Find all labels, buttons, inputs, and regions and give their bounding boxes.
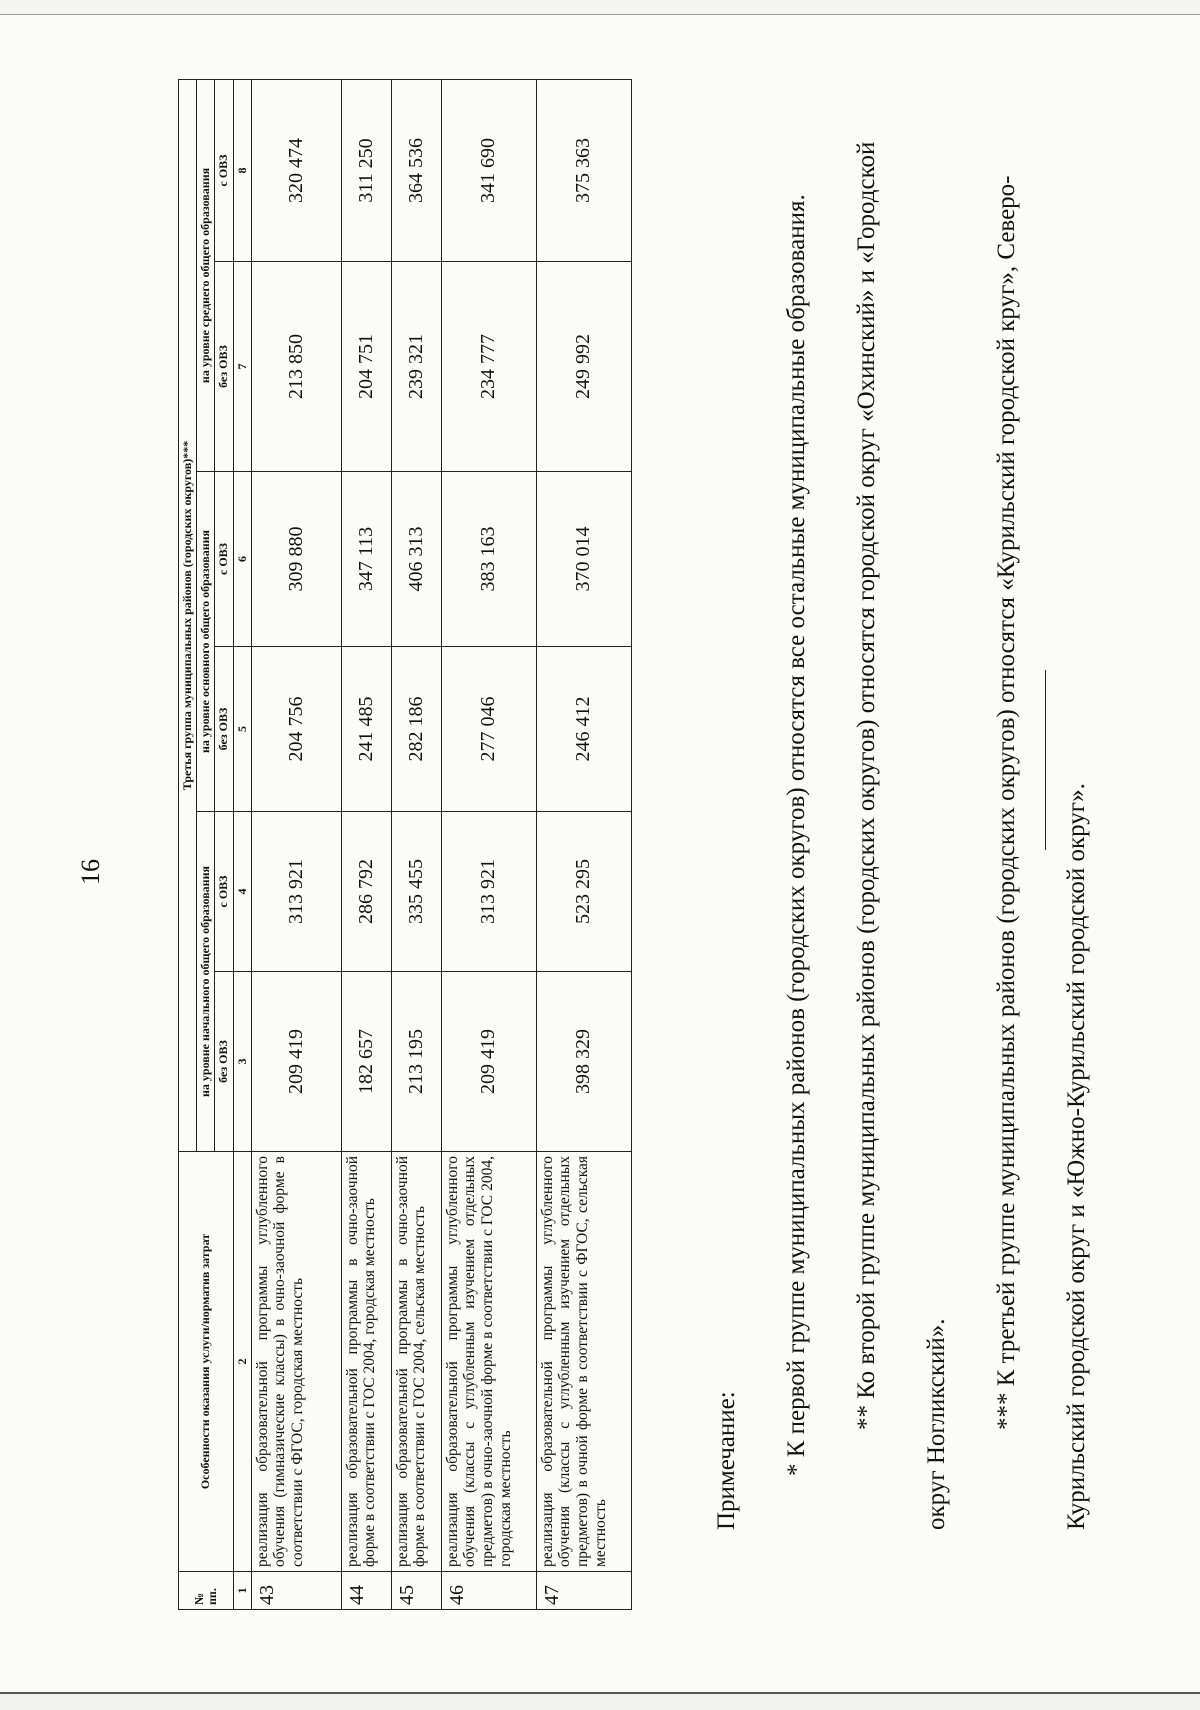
- value-cell: 370 014: [536, 472, 631, 647]
- header-level-secondary: на уровне среднего общего образования: [197, 79, 215, 471]
- table-row: [441, 79, 536, 1609]
- value-cell: 320 474: [251, 79, 341, 261]
- value-cell: 313 921: [441, 812, 536, 972]
- col-number: 7: [233, 262, 251, 472]
- value-cell: 213 850: [251, 262, 341, 472]
- row-number: 44: [341, 1572, 391, 1610]
- value-cell: 209 419: [251, 972, 341, 1152]
- value-cell: 406 313: [391, 472, 441, 647]
- value-cell: 234 777: [441, 262, 536, 472]
- row-description: реализация образовательной программы углубленного обучения (гимназические классы) в очно-заочной форме в соответствии с ФГОС, городская местность: [251, 1152, 341, 1572]
- value-cell: 182 657: [341, 972, 391, 1152]
- value-cell: 309 880: [251, 472, 341, 647]
- value-cell: 241 485: [341, 647, 391, 812]
- scan-edge-bottom: [0, 1692, 1200, 1710]
- value-cell: 347 113: [341, 472, 391, 647]
- table-row: [391, 79, 441, 1609]
- col-number: 3: [233, 972, 251, 1152]
- value-cell: 204 756: [251, 647, 341, 812]
- col-number: 2: [233, 1152, 251, 1572]
- value-cell: 204 751: [341, 262, 391, 472]
- value-cell: 398 329: [536, 972, 631, 1152]
- row-number: 46: [441, 1572, 536, 1610]
- page-number: 16: [76, 859, 105, 885]
- value-cell: 239 321: [391, 262, 441, 472]
- note-second-group: ** Ко второй группе муниципальных районов (городских округов) относятся городской округ «Охинский» и «Городской округ Ногликский».: [853, 141, 950, 1530]
- header-level-primary: на уровне начального общего образования: [197, 812, 215, 1152]
- col-number: 6: [233, 472, 251, 647]
- value-cell: 335 455: [391, 812, 441, 972]
- value-cell: 383 163: [441, 472, 536, 647]
- row-description: реализация образовательной программы в очно-заочной форме в соответствии с ГОС 2004, городская местность: [341, 1152, 391, 1572]
- row-number: 43: [251, 1572, 341, 1610]
- col-number: 5: [233, 647, 251, 812]
- header-with-ovz: с ОВЗ: [215, 472, 233, 647]
- value-cell: 364 536: [391, 79, 441, 261]
- table-row: [341, 79, 391, 1609]
- row-description: реализация образовательной программы в очно-заочной форме в соответствии с ГОС 2004, сельская местность: [391, 1152, 441, 1572]
- row-number: 47: [536, 1572, 631, 1610]
- col-number: 4: [233, 812, 251, 972]
- cost-norm-table: [178, 79, 632, 1610]
- header-with-ovz: с ОВЗ: [215, 79, 233, 261]
- value-cell: 282 186: [391, 647, 441, 812]
- value-cell: 311 250: [341, 79, 391, 261]
- value-cell: 277 046: [441, 647, 536, 812]
- end-divider: [1045, 670, 1046, 850]
- col-number: 8: [233, 79, 251, 261]
- note-first-group: * К первой группе муниципальных районов (городских округов) относятся все остальные муниципальные образования.: [783, 194, 810, 1476]
- header-level-basic: на уровне основного общего образования: [197, 472, 215, 812]
- header-group: Третья группа муниципальных районов (городских округов)***: [179, 79, 197, 1151]
- header-no: № пп.: [179, 1572, 234, 1610]
- col-number: 1: [233, 1572, 251, 1610]
- column-number-row: [233, 79, 251, 1609]
- row-description: реализация образовательной программы углубленного обучения (классы с углубленным изучением отдельных предметов) в очной форме в соответствии с ФГОС, сельская местность: [536, 1152, 631, 1572]
- table-row: [536, 79, 631, 1609]
- value-cell: 209 419: [441, 972, 536, 1152]
- row-description: реализация образовательной программы углубленного обучения (классы с углубленным изучением отдельных предметов) в очно-заочной форме в соответствии с ГОС 2004, городская местность: [441, 1152, 536, 1572]
- header-without-ovz: без ОВЗ: [215, 647, 233, 812]
- notes-section: [692, 130, 1112, 1530]
- value-cell: 523 295: [536, 812, 631, 972]
- note-third-group: *** К третьей группе муниципальных районов (городских округов) относятся «Курильский городской круг», Северо-Курильский городской округ и «Южно-Курильский городской округ».: [993, 175, 1090, 1530]
- value-cell: 246 412: [536, 647, 631, 812]
- header-description: Особенности оказания услуги/норматив затрат: [179, 1152, 234, 1572]
- value-cell: 249 992: [536, 262, 631, 472]
- value-cell: 313 921: [251, 812, 341, 972]
- notes-title: Примечание:: [713, 1391, 740, 1530]
- row-number: 45: [391, 1572, 441, 1610]
- header-without-ovz: без ОВЗ: [215, 262, 233, 472]
- value-cell: 341 690: [441, 79, 536, 261]
- header-with-ovz: с ОВЗ: [215, 812, 233, 972]
- value-cell: 213 195: [391, 972, 441, 1152]
- table-row: [251, 79, 341, 1609]
- header-without-ovz: без ОВЗ: [215, 972, 233, 1152]
- value-cell: 286 792: [341, 812, 391, 972]
- value-cell: 375 363: [536, 79, 631, 261]
